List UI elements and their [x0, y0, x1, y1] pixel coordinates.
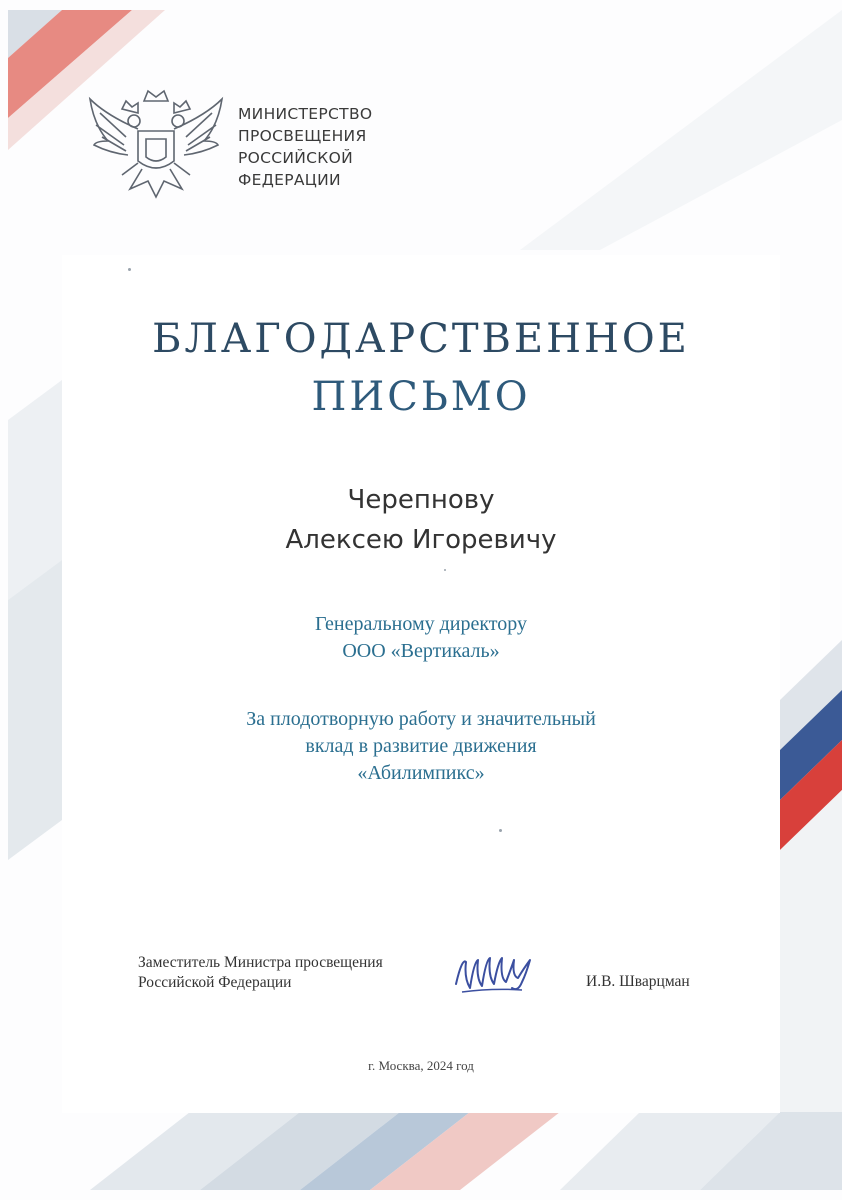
- signatory-title-line: Заместитель Министра просвещения: [138, 954, 383, 971]
- print-speck: [128, 268, 131, 271]
- signatory-name: И.В. Шварцман: [586, 973, 690, 990]
- ministry-line: ФЕДЕРАЦИИ: [238, 171, 341, 189]
- signatory-title: [138, 953, 383, 993]
- double-headed-eagle-emblem-icon: [86, 85, 226, 205]
- document-title-line-2: ПИСЬМО: [311, 374, 531, 420]
- ministry-header: [86, 85, 416, 205]
- position-line: ООО «Вертикаль»: [342, 640, 500, 662]
- signatory-title-line: Российской Федерации: [138, 974, 292, 991]
- position-line: Генеральному директору: [314, 613, 528, 635]
- recipient-surname: Черепнову: [347, 485, 495, 515]
- handwritten-signature: [452, 948, 538, 996]
- ministry-name: [238, 103, 372, 191]
- award-reason: [0, 706, 842, 787]
- place-and-date: г. Москва, 2024 год: [368, 1058, 474, 1073]
- recipient-position: [0, 611, 842, 665]
- ministry-line: РОССИЙСКОЙ: [238, 149, 354, 167]
- ministry-line: ПРОСВЕЩЕНИЯ: [238, 127, 367, 145]
- ministry-line: МИНИСТЕРСТВО: [238, 105, 373, 123]
- print-speck: [444, 569, 446, 571]
- print-speck: [499, 829, 502, 832]
- reason-line: За плодотворную работу и значительный: [246, 708, 596, 730]
- reason-line: «Абилимпикс»: [357, 762, 485, 784]
- reason-line: вклад в развитие движения: [305, 735, 537, 757]
- document-title-line-1: БЛАГОДАРСТВЕННОЕ: [152, 316, 690, 362]
- recipient-name: Алексею Игоревичу: [285, 525, 557, 555]
